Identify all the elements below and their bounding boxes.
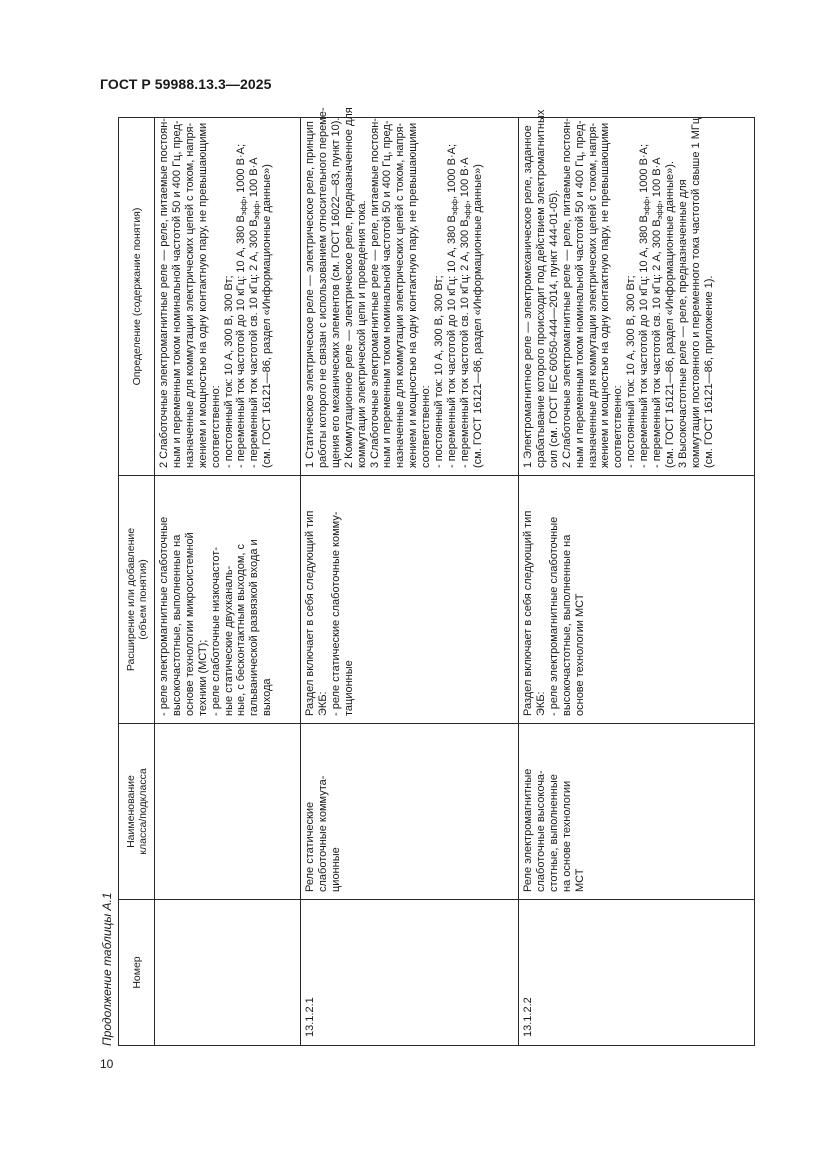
text-line: выхода (261, 678, 274, 716)
text-line: - переменный ток частотой до 10 кГц: 10 А, 380 $В_{эфф}$, 1000 В·А; (235, 143, 249, 468)
text-line: - постоянный ток: 10 А, 300 В, 300 Вт; (625, 275, 638, 468)
text-line: (объем понятия) (136, 559, 149, 640)
text-line: 3 Высокочастотные реле — реле, предназначенные для (676, 179, 689, 468)
text-line: техники (МСТ); (196, 639, 209, 716)
document-header: ГОСТ Р 59988.13.3—2025 (100, 76, 272, 92)
text-line: 1 Электромагнитное реле — электромеханическое реле, заданное (522, 125, 534, 468)
row-class-name (301, 724, 519, 900)
text-line: - переменный ток частотой до 10 кГц: 10 А, 380 $В_{эфф}$, 1000 В·А; (638, 143, 652, 468)
text-line: - реле электромагнитные слаботочные (547, 516, 560, 716)
text-line: соответственно: (420, 385, 433, 468)
text-line: ные статические двухканаль- (222, 565, 235, 716)
text-line: жением и мощностью на одну контактную пару, не превышающими (407, 122, 420, 468)
row-class-name (155, 724, 301, 900)
text-line: - переменный ток частотой св. 10 кГц: 2 А, 300 $В_{эфф}$, 100 В·А (248, 157, 262, 468)
table-frame (118, 107, 755, 1046)
row-extension (519, 476, 755, 724)
row-class-name (519, 724, 755, 900)
text-line: 3 Слаботочные электромагнитные реле — реле, питаемые постоян- (368, 118, 381, 468)
header-extension (119, 476, 155, 724)
text-line: тационные (342, 660, 355, 716)
text-line: - переменный ток частотой св. 10 кГц: 2 А, 300 $В_{эфф}$, 100 В·А (458, 157, 472, 468)
text-line: - реле слаботочные низкочастот- (209, 547, 222, 716)
header-class-name (119, 724, 155, 900)
text-line: щения его механических элементов (см. ГОСТ 16022—83, пункт 10). (329, 117, 342, 468)
text-line: класса/подкласса (136, 768, 149, 855)
text-line: коммутации электрической цепи и проведения тока. (355, 200, 368, 468)
text-line: ным и переменным током номинальной частотой 50 и 400 Гц, пред- (573, 120, 586, 468)
text-line: Номер (130, 956, 143, 989)
table-row (301, 118, 519, 1046)
text-line: соответственно: (209, 385, 222, 468)
text-line: основе технологии микросистемной (183, 532, 196, 716)
text-line: (см. ГОСТ 16121—86, раздел «Информационные данные») (261, 164, 274, 468)
table-row (519, 118, 755, 1046)
row-extension (155, 476, 301, 724)
text-line: работы которого не связан с использованием относительного переме- (316, 107, 329, 468)
text-line: высокочастотные, выполненные на (560, 534, 573, 716)
text-line: ционные (329, 847, 342, 892)
text-line: 2 Коммутационное реле — электрическое реле, предназначенное для (342, 107, 355, 468)
text-line: Расширение или добавление (124, 527, 137, 672)
text-line: ные, с бесконтактным выходом, с (235, 543, 248, 716)
text-line: гальванической развязкой входа и (248, 539, 261, 716)
table-continuation-caption: Продолжение таблицы А.1 (100, 892, 114, 1046)
text-line: - постоянный ток: 10 А, 300 В, 300 Вт; (222, 275, 235, 468)
text-line: основе технологии МСТ (573, 593, 586, 716)
text-line: коммутации постоянного и переменного тока частотой свыше 1 МГц (689, 117, 702, 468)
text-line: слаботочные коммута- (316, 775, 329, 892)
row-number (155, 900, 301, 1046)
text-line: высокочастотные, выполненные на (170, 534, 183, 716)
row-definition (155, 118, 301, 476)
text-line: назначенные для коммутации электрических цепей с током, напря- (183, 122, 196, 468)
header-number (119, 900, 155, 1046)
text-line: (см. ГОСТ 16121—86, приложение 1). (702, 275, 715, 468)
text-line: ным и переменным током номинальной частотой 50 и 400 Гц, пред- (381, 120, 394, 468)
text-line: Определение (содержание понятия) (130, 207, 143, 386)
classification-table (118, 107, 755, 1046)
text-line: ЭКБ: (316, 691, 329, 716)
text-line: ным и переменным током номинальной частотой 50 и 400 Гц, пред- (170, 120, 183, 468)
text-line: - реле статические слаботочные комму- (329, 511, 342, 716)
text-line: срабатывание которого происходит под действием электромагнитных (534, 109, 547, 468)
table-header-row (119, 118, 155, 1046)
text-line: (см. ГОСТ 16121—86, раздел «Информационные данные») (471, 164, 484, 468)
text-line: Реле электромагнитные (522, 768, 534, 892)
text-line: жением и мощностью на одну контактную пару, не превышающими (196, 122, 209, 468)
text-line: - переменный ток частотой св. 10 кГц: 2 А, 300 $В_{эфф}$, 100 В·А (651, 157, 665, 468)
header-definition (119, 118, 155, 476)
text-line: - постоянный ток: 10 А, 300 В, 300 Вт; (433, 275, 446, 468)
text-line: Раздел включает в себя следующий тип (522, 510, 534, 716)
text-line: - реле электромагнитные слаботочные (158, 516, 170, 716)
text-line: Раздел включает в себя следующий тип (304, 510, 316, 716)
text-line: МСТ (573, 868, 586, 892)
text-line: - переменный ток частотой до 10 кГц: 10 А, 380 $В_{эфф}$, 1000 В·А; (445, 143, 459, 468)
text-line: назначенные для коммутации электрических цепей с током, напря- (394, 122, 407, 468)
text-line: жением и мощностью на одну контактную пару, не превышающими (599, 122, 612, 468)
text-line: слаботочные высокоча- (534, 770, 547, 892)
text-line: соответственно: (612, 385, 625, 468)
row-definition (301, 107, 519, 476)
row-number: 13.1.2.1 (301, 900, 519, 1046)
row-definition (519, 109, 755, 476)
text-line: Реле статические (304, 801, 316, 892)
row-extension (301, 476, 519, 724)
text-line: 2 Слаботочные электромагнитные реле — реле, питаемые постоян- (560, 118, 573, 468)
text-line: 1 Статическое электрическое реле — электрическое реле, принцип (304, 121, 316, 468)
row-number: 13.1.2.2 (519, 900, 755, 1046)
text-line: Наименование (124, 775, 137, 848)
page-number: 10 (100, 1057, 114, 1071)
text-line: на основе технологии (560, 780, 573, 892)
text-line: (см. ГОСТ 16121—86, раздел «Информационные данные»). (663, 161, 676, 468)
text-line: назначенные для коммутации электрических цепей с током, напря- (586, 122, 599, 468)
text-line: сил (см. ГОСТ IEC 60050-444—2014, пункт 444-01-05). (547, 189, 560, 468)
text-line: стотные, выполненные (547, 774, 560, 892)
text-line: 2 Слаботочные электромагнитные реле — реле, питаемые постоян- (158, 118, 170, 468)
text-line: ЭКБ: (534, 691, 547, 716)
table-row (155, 118, 301, 1046)
rotated-table-wrapper (118, 107, 755, 1046)
